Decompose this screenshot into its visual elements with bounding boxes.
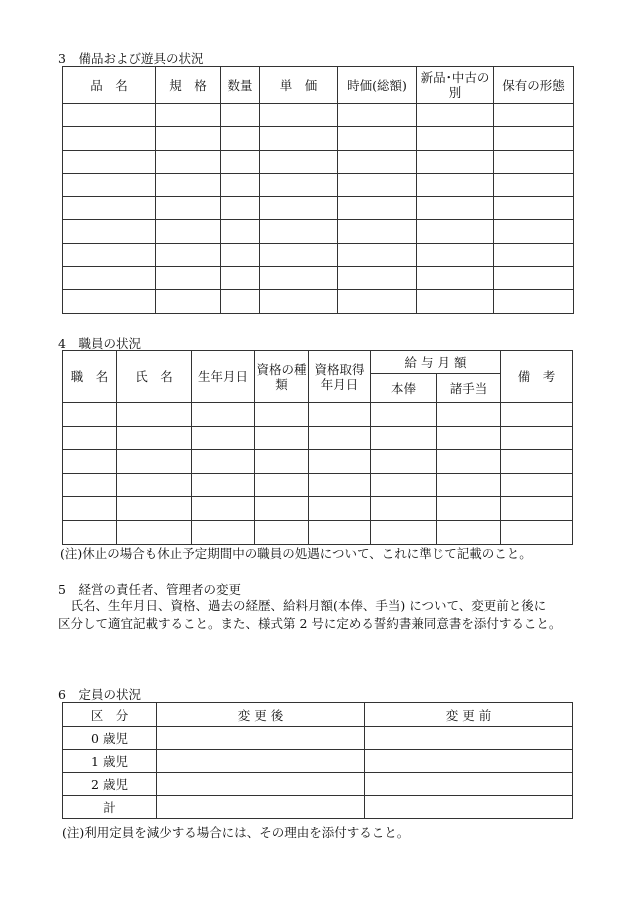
table-row [63, 104, 574, 127]
table-cell[interactable] [417, 243, 494, 266]
header-hoyu-keitai: 保有の形態 [494, 67, 574, 104]
table-cell[interactable] [221, 267, 260, 290]
table-cell[interactable] [309, 520, 371, 544]
table-cell[interactable] [260, 243, 338, 266]
section5-title: 5 経営の責任者、管理者の変更 [58, 582, 241, 597]
table-cell[interactable] [338, 127, 417, 150]
table-cell[interactable] [501, 426, 573, 450]
table-row [63, 426, 573, 450]
cell-after[interactable] [157, 773, 365, 796]
table-cell[interactable] [63, 450, 117, 474]
table-cell[interactable] [309, 473, 371, 497]
header-henkomae: 変 更 前 [365, 703, 573, 727]
table-cell[interactable] [63, 173, 156, 196]
table-cell[interactable] [501, 520, 573, 544]
table-cell[interactable] [156, 127, 221, 150]
capacity-header-row [63, 703, 573, 727]
table-cell[interactable] [371, 450, 437, 474]
table-row [63, 290, 574, 313]
table-cell[interactable] [63, 473, 117, 497]
table-cell[interactable] [494, 197, 574, 220]
equipment-header-row [63, 67, 574, 104]
table-cell[interactable] [371, 497, 437, 521]
table-cell[interactable] [63, 290, 156, 313]
table-cell[interactable] [156, 150, 221, 173]
table-cell[interactable] [192, 403, 255, 427]
table-cell[interactable] [338, 173, 417, 196]
table-cell[interactable] [117, 426, 192, 450]
table-row [63, 267, 574, 290]
header-shikaku-shutoku: 資格取得年月日 [309, 351, 371, 403]
table-cell[interactable] [437, 497, 501, 521]
table-cell[interactable] [260, 104, 338, 127]
table-cell[interactable] [437, 473, 501, 497]
equipment-table [62, 66, 574, 314]
header-shoteate: 諸手当 [437, 374, 501, 403]
table-cell[interactable] [417, 104, 494, 127]
staff-header-row-1 [63, 351, 573, 374]
row-label-2sai: 2 歳児 [63, 773, 157, 796]
table-cell[interactable] [221, 104, 260, 127]
table-cell[interactable] [417, 197, 494, 220]
table-cell[interactable] [494, 173, 574, 196]
table-cell[interactable] [437, 426, 501, 450]
section3-title: 3 備品および遊具の状況 [58, 51, 204, 66]
table-cell[interactable] [501, 403, 573, 427]
table-cell[interactable] [371, 473, 437, 497]
table-cell[interactable] [117, 450, 192, 474]
table-cell[interactable] [255, 426, 309, 450]
row-label-0sai: 0 歳児 [63, 727, 157, 750]
section6-note: (注)利用定員を減少する場合には、その理由を添付すること。 [62, 825, 410, 840]
table-cell[interactable] [221, 290, 260, 313]
table-row [63, 750, 573, 773]
table-cell[interactable] [117, 473, 192, 497]
table-cell[interactable] [156, 197, 221, 220]
table-cell[interactable] [156, 173, 221, 196]
header-henkogo: 変 更 後 [157, 703, 365, 727]
table-cell[interactable] [156, 104, 221, 127]
header-biko: 備 考 [501, 351, 573, 403]
table-cell[interactable] [192, 497, 255, 521]
table-cell[interactable] [417, 290, 494, 313]
capacity-table [62, 702, 573, 819]
table-cell[interactable] [192, 520, 255, 544]
table-row [63, 197, 574, 220]
table-row [63, 773, 573, 796]
table-cell[interactable] [501, 450, 573, 474]
table-cell[interactable] [338, 267, 417, 290]
table-cell[interactable] [417, 267, 494, 290]
table-cell[interactable] [260, 267, 338, 290]
table-cell[interactable] [221, 127, 260, 150]
table-cell[interactable] [255, 520, 309, 544]
table-cell[interactable] [255, 473, 309, 497]
table-row [63, 450, 573, 474]
table-cell[interactable] [117, 520, 192, 544]
header-kyuyo-getsugaku: 給 与 月 額 [371, 351, 501, 374]
row-label-total: 計 [63, 796, 157, 819]
table-row [63, 403, 573, 427]
table-cell[interactable] [63, 197, 156, 220]
table-row [63, 727, 573, 750]
header-shimei: 氏 名 [117, 351, 192, 403]
header-shokumei: 職 名 [63, 351, 117, 403]
table-cell[interactable] [63, 150, 156, 173]
table-cell[interactable] [255, 403, 309, 427]
table-cell[interactable] [260, 150, 338, 173]
header-seinengappi: 生年月日 [192, 351, 255, 403]
table-cell[interactable] [221, 150, 260, 173]
cell-after[interactable] [157, 796, 365, 819]
table-cell[interactable] [63, 267, 156, 290]
table-cell[interactable] [501, 497, 573, 521]
table-cell[interactable] [260, 197, 338, 220]
table-cell[interactable] [63, 497, 117, 521]
table-cell[interactable] [338, 290, 417, 313]
table-cell[interactable] [221, 243, 260, 266]
table-cell[interactable] [260, 173, 338, 196]
section5-body [58, 597, 578, 633]
table-cell[interactable] [156, 290, 221, 313]
header-tanka: 単 価 [260, 67, 338, 104]
table-cell[interactable] [260, 290, 338, 313]
table-cell[interactable] [192, 450, 255, 474]
table-cell[interactable] [260, 220, 338, 243]
table-cell[interactable] [494, 104, 574, 127]
staff-table [62, 350, 573, 545]
table-cell[interactable] [338, 150, 417, 173]
header-shinpin-chuko: 新品･中古の別 [417, 67, 494, 104]
table-cell[interactable] [371, 403, 437, 427]
header-kikaku: 規 格 [156, 67, 221, 104]
table-cell[interactable] [156, 220, 221, 243]
header-suryo: 数量 [221, 67, 260, 104]
cell-before[interactable] [365, 750, 573, 773]
table-cell[interactable] [417, 127, 494, 150]
section5-line1: 氏名、生年月日、資格、過去の経歴、給料月額(本俸、手当) について、変更前と後に [58, 598, 547, 613]
table-cell[interactable] [63, 104, 156, 127]
table-cell[interactable] [494, 267, 574, 290]
table-row [63, 127, 574, 150]
table-row [63, 220, 574, 243]
header-kubun: 区 分 [63, 703, 157, 727]
table-cell[interactable] [494, 220, 574, 243]
table-row [63, 243, 574, 266]
table-cell[interactable] [417, 173, 494, 196]
table-cell[interactable] [255, 497, 309, 521]
table-cell[interactable] [63, 220, 156, 243]
cell-before[interactable] [365, 773, 573, 796]
table-cell[interactable] [371, 426, 437, 450]
cell-after[interactable] [157, 750, 365, 773]
table-cell[interactable] [221, 173, 260, 196]
table-cell[interactable] [437, 520, 501, 544]
table-cell[interactable] [417, 220, 494, 243]
table-cell[interactable] [338, 197, 417, 220]
cell-before[interactable] [365, 727, 573, 750]
table-cell[interactable] [192, 426, 255, 450]
section4-title: 4 職員の状況 [58, 336, 141, 351]
table-cell[interactable] [309, 403, 371, 427]
header-shikaku-shurui: 資格の種類 [255, 351, 309, 403]
table-cell[interactable] [221, 197, 260, 220]
table-cell[interactable] [309, 450, 371, 474]
table-row [63, 520, 573, 544]
table-cell[interactable] [260, 127, 338, 150]
table-row [63, 150, 574, 173]
header-hinmei: 品 名 [63, 67, 156, 104]
table-cell[interactable] [117, 403, 192, 427]
cell-before[interactable] [365, 796, 573, 819]
table-cell[interactable] [309, 497, 371, 521]
table-cell[interactable] [417, 150, 494, 173]
table-cell[interactable] [338, 104, 417, 127]
table-cell[interactable] [501, 473, 573, 497]
table-cell[interactable] [494, 243, 574, 266]
table-cell[interactable] [221, 220, 260, 243]
table-cell[interactable] [63, 127, 156, 150]
table-cell[interactable] [63, 426, 117, 450]
table-row [63, 497, 573, 521]
table-cell[interactable] [437, 450, 501, 474]
table-cell[interactable] [309, 426, 371, 450]
table-cell[interactable] [156, 267, 221, 290]
table-cell[interactable] [63, 403, 117, 427]
table-cell[interactable] [494, 127, 574, 150]
table-cell[interactable] [494, 150, 574, 173]
cell-after[interactable] [157, 727, 365, 750]
section5-line2: 区分して適宜記載すること。また、様式第 2 号に定める誓約書兼同意書を添付すること。 [58, 616, 562, 631]
table-cell[interactable] [437, 403, 501, 427]
table-cell[interactable] [117, 497, 192, 521]
table-row [63, 173, 574, 196]
table-row [63, 796, 573, 819]
table-row [63, 473, 573, 497]
table-cell[interactable] [192, 473, 255, 497]
table-cell[interactable] [338, 243, 417, 266]
table-cell[interactable] [371, 520, 437, 544]
table-cell[interactable] [494, 290, 574, 313]
table-cell[interactable] [156, 243, 221, 266]
header-jika: 時価(総額) [338, 67, 417, 104]
section6-title: 6 定員の状況 [58, 687, 141, 702]
section4-note: (注)休止の場合も休止予定期間中の職員の処遇について、これに準じて記載のこと。 [60, 546, 532, 561]
table-cell[interactable] [63, 520, 117, 544]
row-label-1sai: 1 歳児 [63, 750, 157, 773]
header-honpo: 本俸 [371, 374, 437, 403]
table-cell[interactable] [338, 220, 417, 243]
table-cell[interactable] [255, 450, 309, 474]
table-cell[interactable] [63, 243, 156, 266]
